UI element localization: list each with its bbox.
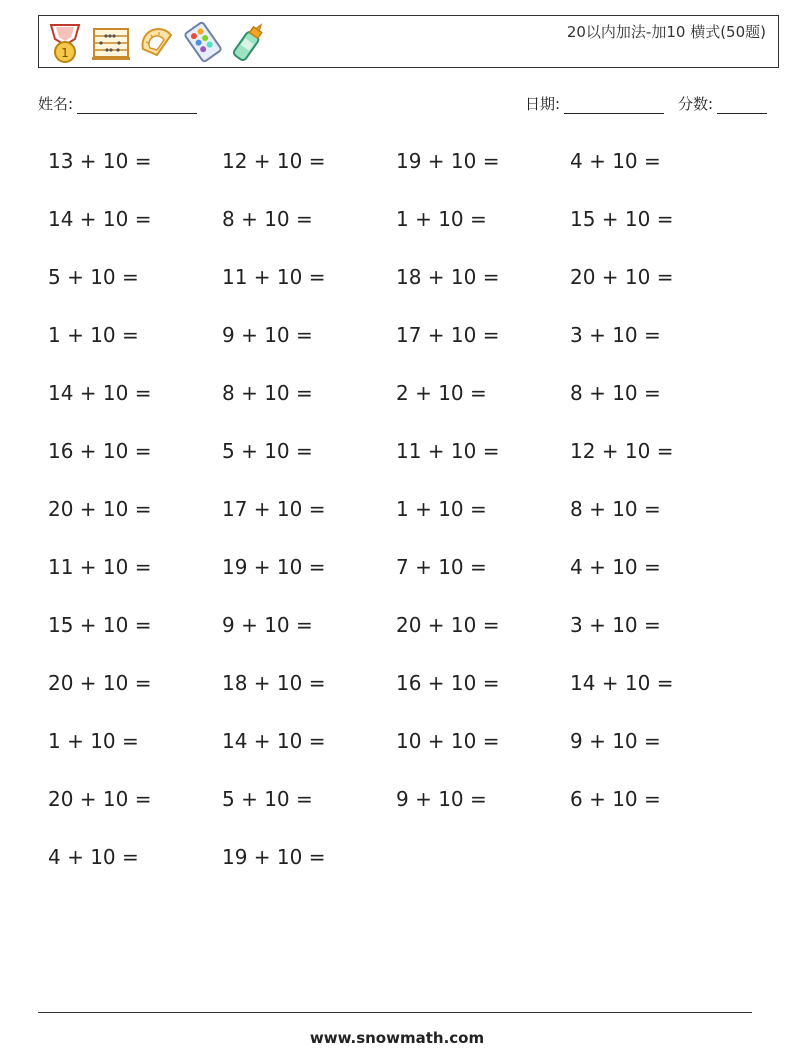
problem-item: 15 + 10 = [48,613,152,637]
problem-item: 17 + 10 = [222,497,326,521]
problem-item: 11 + 10 = [48,555,152,579]
protractor-icon [137,19,177,65]
name-field [38,93,197,114]
problem-item: 9 + 10 = [396,787,487,811]
problem-item: 8 + 10 = [222,381,313,405]
problem-item: 6 + 10 = [570,787,661,811]
problem-item: 16 + 10 = [48,439,152,463]
problem-item: 9 + 10 = [570,729,661,753]
score-blank[interactable] [717,98,767,114]
problem-item: 1 + 10 = [48,729,139,753]
problem-item: 19 + 10 = [222,845,326,869]
date-blank[interactable] [564,98,664,114]
problem-item: 16 + 10 = [396,671,500,695]
score-field [678,93,767,114]
problem-item: 5 + 10 = [222,439,313,463]
score-label: 分数: [678,95,714,113]
problem-item: 20 + 10 = [48,671,152,695]
abacus-icon [91,19,131,65]
problem-item: 9 + 10 = [222,613,313,637]
problem-item: 4 + 10 = [570,149,661,173]
problem-item: 8 + 10 = [570,497,661,521]
problem-item: 17 + 10 = [396,323,500,347]
problem-item: 12 + 10 = [222,149,326,173]
problem-item: 4 + 10 = [570,555,661,579]
problem-item: 15 + 10 = [570,207,674,231]
problem-item: 13 + 10 = [48,149,152,173]
problem-item: 20 + 10 = [48,497,152,521]
problem-item: 11 + 10 = [222,265,326,289]
medal-icon [45,19,85,65]
problem-item: 1 + 10 = [48,323,139,347]
problem-item: 19 + 10 = [396,149,500,173]
problem-item: 8 + 10 = [570,381,661,405]
problem-item: 18 + 10 = [222,671,326,695]
problem-item: 1 + 10 = [396,497,487,521]
date-field [525,93,664,114]
problem-item: 8 + 10 = [222,207,313,231]
problem-item: 14 + 10 = [48,207,152,231]
svg-text:1: 1 [61,46,69,60]
worksheet-header [38,15,779,68]
problem-item: 20 + 10 = [48,787,152,811]
problem-item: 3 + 10 = [570,613,661,637]
problem-item: 2 + 10 = [396,381,487,405]
problem-item: 11 + 10 = [396,439,500,463]
problem-item: 12 + 10 = [570,439,674,463]
name-label: 姓名: [38,95,74,113]
worksheet-title: 20以内加法-加10 横式(50题) [566,23,766,41]
name-blank[interactable] [77,98,197,114]
footer-divider [38,1012,752,1013]
glue-bottle-icon [229,19,269,65]
problem-item: 14 + 10 = [48,381,152,405]
problem-item: 9 + 10 = [222,323,313,347]
problem-item: 20 + 10 = [396,613,500,637]
problem-item: 20 + 10 = [570,265,674,289]
problem-item: 4 + 10 = [48,845,139,869]
problem-item: 19 + 10 = [222,555,326,579]
problem-item: 18 + 10 = [396,265,500,289]
problem-item: 10 + 10 = [396,729,500,753]
date-label: 日期: [525,95,561,113]
problem-item: 1 + 10 = [396,207,487,231]
footer-website: www.snowmath.com [309,1029,485,1047]
problem-item: 14 + 10 = [222,729,326,753]
problem-item: 7 + 10 = [396,555,487,579]
problem-item: 5 + 10 = [222,787,313,811]
paint-palette-icon [183,19,223,65]
header-icons [45,19,269,65]
problem-item: 3 + 10 = [570,323,661,347]
problem-item: 14 + 10 = [570,671,674,695]
problem-item: 5 + 10 = [48,265,139,289]
